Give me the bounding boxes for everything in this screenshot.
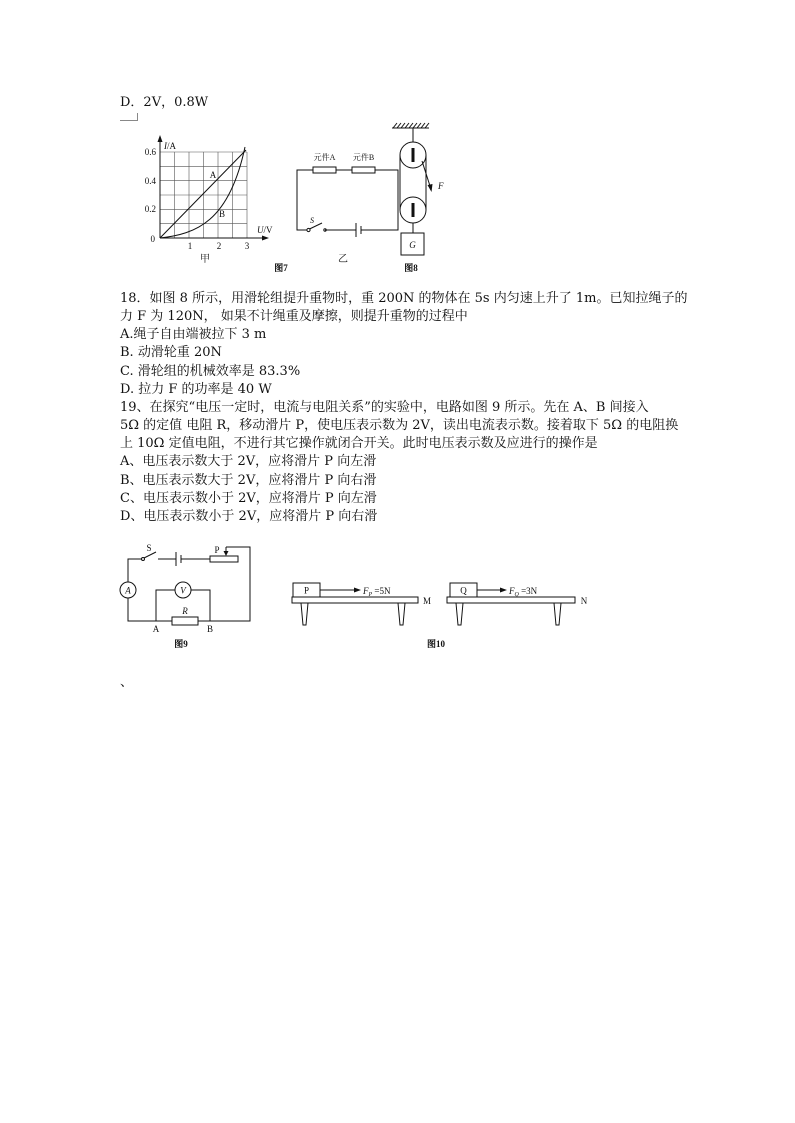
x-axis-arrow (262, 236, 269, 241)
force-q-subscript: Q (514, 592, 519, 598)
hatch-line (397, 123, 401, 128)
force-label: F (438, 181, 444, 191)
force-p-arrowhead (354, 588, 361, 593)
curve-b-label: B (218, 209, 226, 219)
hatch-line (405, 123, 409, 128)
weight-label: G (409, 240, 416, 250)
figure-8-pulley (388, 118, 450, 275)
sub-caption-jia: 甲 (200, 254, 210, 265)
sub-caption-yi: 乙 (338, 254, 348, 265)
table-m-leg (398, 603, 405, 625)
y-tick-label: 0.6 (144, 147, 156, 157)
previous-option-d: D．2V，0.8W (120, 95, 209, 110)
force-q-arrowhead (500, 588, 507, 593)
table-m-label: M (422, 596, 432, 606)
ammeter-label: A (125, 585, 131, 596)
force-q-value: =3N (518, 586, 538, 596)
resistor-label: R (182, 606, 188, 616)
y-axis-label (163, 141, 177, 151)
hatch-line (401, 123, 405, 128)
y-axis-arrow (158, 135, 163, 142)
voltmeter-wire (156, 590, 175, 621)
table-m-leg (301, 603, 308, 625)
question-19-stem-line: 5Ω 的定值 电阻 R，移动滑片 P，使电压表示数为 2V，读出电流表示数。接着取下 5Ω 的电阻换 (120, 418, 679, 434)
y-axis-unit: /A (167, 141, 176, 151)
question-19-stem-line: 上 10Ω 定值电阻，不进行其它操作就闭合开关。此时电压表示数及应进行的操作是 (120, 436, 598, 452)
circuit-wire (198, 547, 250, 621)
rheostat (210, 556, 238, 562)
hatch-line (393, 123, 397, 128)
movable-pulley-axle (412, 203, 415, 217)
hatch-line (413, 123, 417, 128)
hatch-line (417, 123, 421, 128)
hatch-line (409, 123, 413, 128)
switch-label: S (146, 543, 152, 553)
question-18-stem-line: 18．如图 8 所示，用滑轮组提升重物时，重 200N 的物体在 5s 内匀速上升了 1m。已知拉绳子的 (120, 291, 688, 306)
circuit-wire (128, 598, 172, 621)
node-b-label: B (206, 624, 214, 634)
x-tick-label: 1 (187, 241, 193, 251)
table-n-leg (554, 603, 561, 625)
question-19 (120, 399, 687, 526)
x-axis-label (257, 225, 273, 235)
figure-9-caption: 图9 (174, 639, 188, 649)
voltmeter-label: V (180, 585, 186, 596)
question-18-stem-line: 力 F 为 120N， 如果不计绳重及摩擦，则提升重物的过程中 (120, 309, 468, 325)
trailing-punctuation: 、 (120, 675, 134, 690)
block-p-label: P (303, 585, 310, 596)
element-b-box (352, 167, 375, 173)
question-19-stem-line: 19、在探究“电压一定时，电流与电阻关系”的实验中，电路如图 9 所示。先在 A、B 间接入 (120, 399, 649, 415)
force-q-symbol: F (509, 586, 515, 596)
table-m-top (292, 597, 418, 603)
force-p-symbol: F (363, 586, 369, 596)
slider-arrow (224, 551, 229, 556)
hatch-line (421, 123, 425, 128)
question-18-option-b: B. 动滑轮重 20N (120, 345, 222, 361)
question-19-option-c: C、电压表示数小于 2V，应将滑片 P 向左滑 (120, 490, 377, 506)
question-19-option-b: B、电压表示数大于 2V，应将滑片 P 向右滑 (120, 472, 377, 488)
table-m (292, 583, 431, 625)
figure-9-circuit (118, 538, 258, 653)
block-q-label: Q (460, 585, 467, 596)
question-text-block (120, 290, 687, 526)
x-axis-symbol: U (257, 225, 264, 235)
y-tick-label: 0.4 (144, 176, 156, 186)
fixed-pulley-axle (412, 148, 415, 162)
table-n-leg (456, 603, 463, 625)
element-a-box (313, 167, 336, 173)
element-a-label: 元件A (313, 153, 336, 162)
hatch-line (425, 123, 429, 128)
figure-7-iu-graph (130, 130, 295, 275)
force-p-label (362, 586, 391, 598)
force-p-value: =5N (372, 586, 391, 596)
origin-label: 0 (150, 234, 155, 244)
line-a-label: A (209, 170, 217, 180)
node-a-label: A (152, 624, 160, 634)
force-p-subscript: P (368, 592, 373, 598)
slider-label: P (214, 545, 220, 555)
y-axis-symbol: I (164, 141, 167, 151)
resistor (172, 617, 198, 625)
question-18-option-c: C. 滑轮组的机械效率是 83.3% (120, 363, 301, 379)
x-tick-label: 2 (216, 241, 222, 251)
question-19-option-a: A、电压表示数大于 2V，应将滑片 P 向左滑 (120, 454, 377, 470)
force-q-label (508, 586, 538, 598)
x-axis-unit: /V (263, 225, 273, 235)
y-tick-label: 0.2 (144, 204, 156, 214)
voltmeter-wire (191, 590, 210, 621)
x-tick-label: 3 (244, 241, 250, 251)
ceiling-hatch (393, 123, 429, 128)
pull-force-arrow (428, 184, 433, 192)
figure-8-caption: 图8 (404, 263, 418, 273)
question-18-option-d: D. 拉力 F 的功率是 40 W (120, 381, 272, 397)
figure-10-caption: 图10 (426, 639, 446, 649)
question-18-option-a: A.绳子自由端被拉下 3 m (120, 327, 267, 343)
table-n (447, 583, 588, 625)
margin-corner-mark (120, 113, 138, 121)
question-19-option-d: D、电压表示数小于 2V，应将滑片 P 向右滑 (120, 508, 378, 524)
switch-label: S (310, 216, 314, 225)
figure-7-caption: 图7 (274, 263, 288, 273)
question-18 (120, 290, 687, 399)
figure-10-tables (286, 576, 596, 651)
table-n-top (447, 597, 575, 603)
table-n-label: N (580, 596, 588, 606)
element-b-label: 元件B (352, 153, 375, 162)
circuit-wire (128, 559, 142, 582)
